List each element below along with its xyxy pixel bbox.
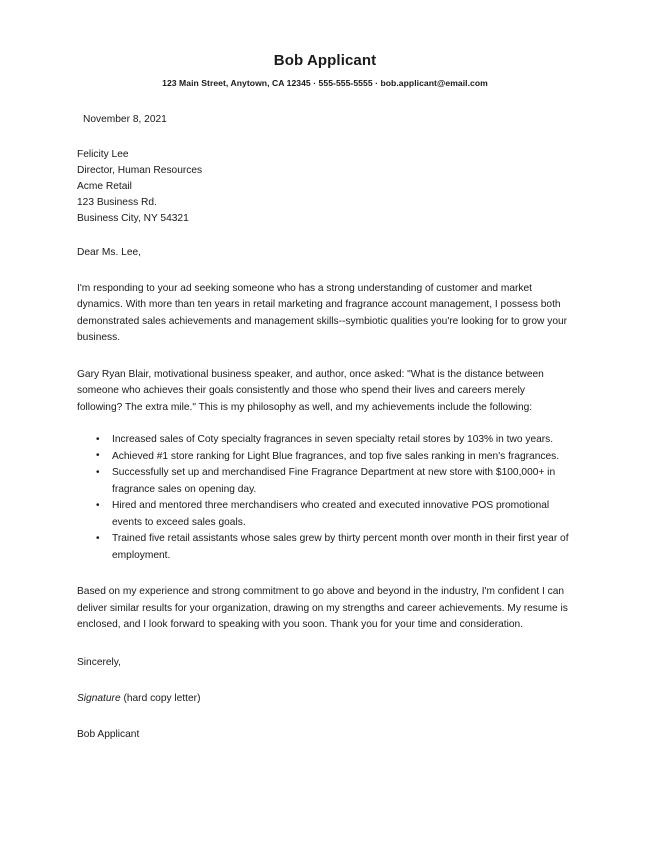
body-paragraph-3: Based on my experience and strong commitment to go above and beyond in the industry, I'm confident I can deliver similar results for your organization, drawing on my strengths and career achievements. My resume is enclosed, and I look forward to speaking with you soon. Thank you for your time and consideration. [77, 586, 568, 631]
recipient-address-block [77, 147, 573, 228]
closing-salutation: Sincerely, [77, 656, 121, 668]
recipient-name: Felicity Lee [77, 148, 129, 160]
list-item: • Achieved #1 store ranking for Light Blue fragrances, and top five sales ranking in men's fragrances. [96, 449, 573, 466]
list-item: • Increased sales of Coty specialty fragrances in seven specialty retail stores by 103% in two years. [96, 432, 573, 449]
sender-contact-line: 123 Main Street, Anytown, CA 12345 · 555-555-5555 · bob.applicant@email.com [162, 77, 488, 88]
letter-date: November 8, 2021 [83, 113, 167, 125]
cover-letter-document [77, 52, 573, 743]
achievements-list [77, 432, 573, 564]
list-item: • Successfully set up and merchandised Fine Fragrance Department at new store with $100,000+ in fragrance sales on opening day. [96, 465, 573, 498]
recipient-city-state-zip: Business City, NY 54321 [77, 213, 189, 225]
recipient-company: Acme Retail [77, 180, 132, 192]
signature-line [77, 691, 573, 706]
recipient-title: Director, Human Resources [77, 164, 203, 176]
signature-placeholder: Signature [77, 693, 121, 705]
letterhead [77, 52, 573, 89]
signature-note: (hard copy letter) [120, 693, 201, 705]
list-item: • Trained five retail assistants whose sales grew by thirty percent month over month in their first year of employment. [96, 531, 573, 564]
body-paragraph-1: I'm responding to your ad seeking someone who has a strong understanding of customer and market dynamics. With more than ten years in retail marketing and fragrance account management, I possess both demonstrated sales achievements and management skills--symbiotic qualities you're looking for to grow your business. [77, 282, 568, 344]
body-paragraph-2: Gary Ryan Blair, motivational business speaker, and author, once asked: "What is the distance between someone who achieves their goals consistently and those who spend their lives and careers merely following? The extra mile." This is my philosophy as well, and my achievements include the following: [77, 368, 544, 413]
salutation: Dear Ms. Lee, [77, 247, 141, 259]
list-item: • Hired and mentored three merchandisers who created and executed innovative POS promotional events to exceed sales goals. [96, 498, 573, 531]
sender-name: Bob Applicant [273, 52, 377, 69]
signer-name: Bob Applicant [77, 729, 140, 741]
recipient-street: 123 Business Rd. [77, 197, 157, 209]
